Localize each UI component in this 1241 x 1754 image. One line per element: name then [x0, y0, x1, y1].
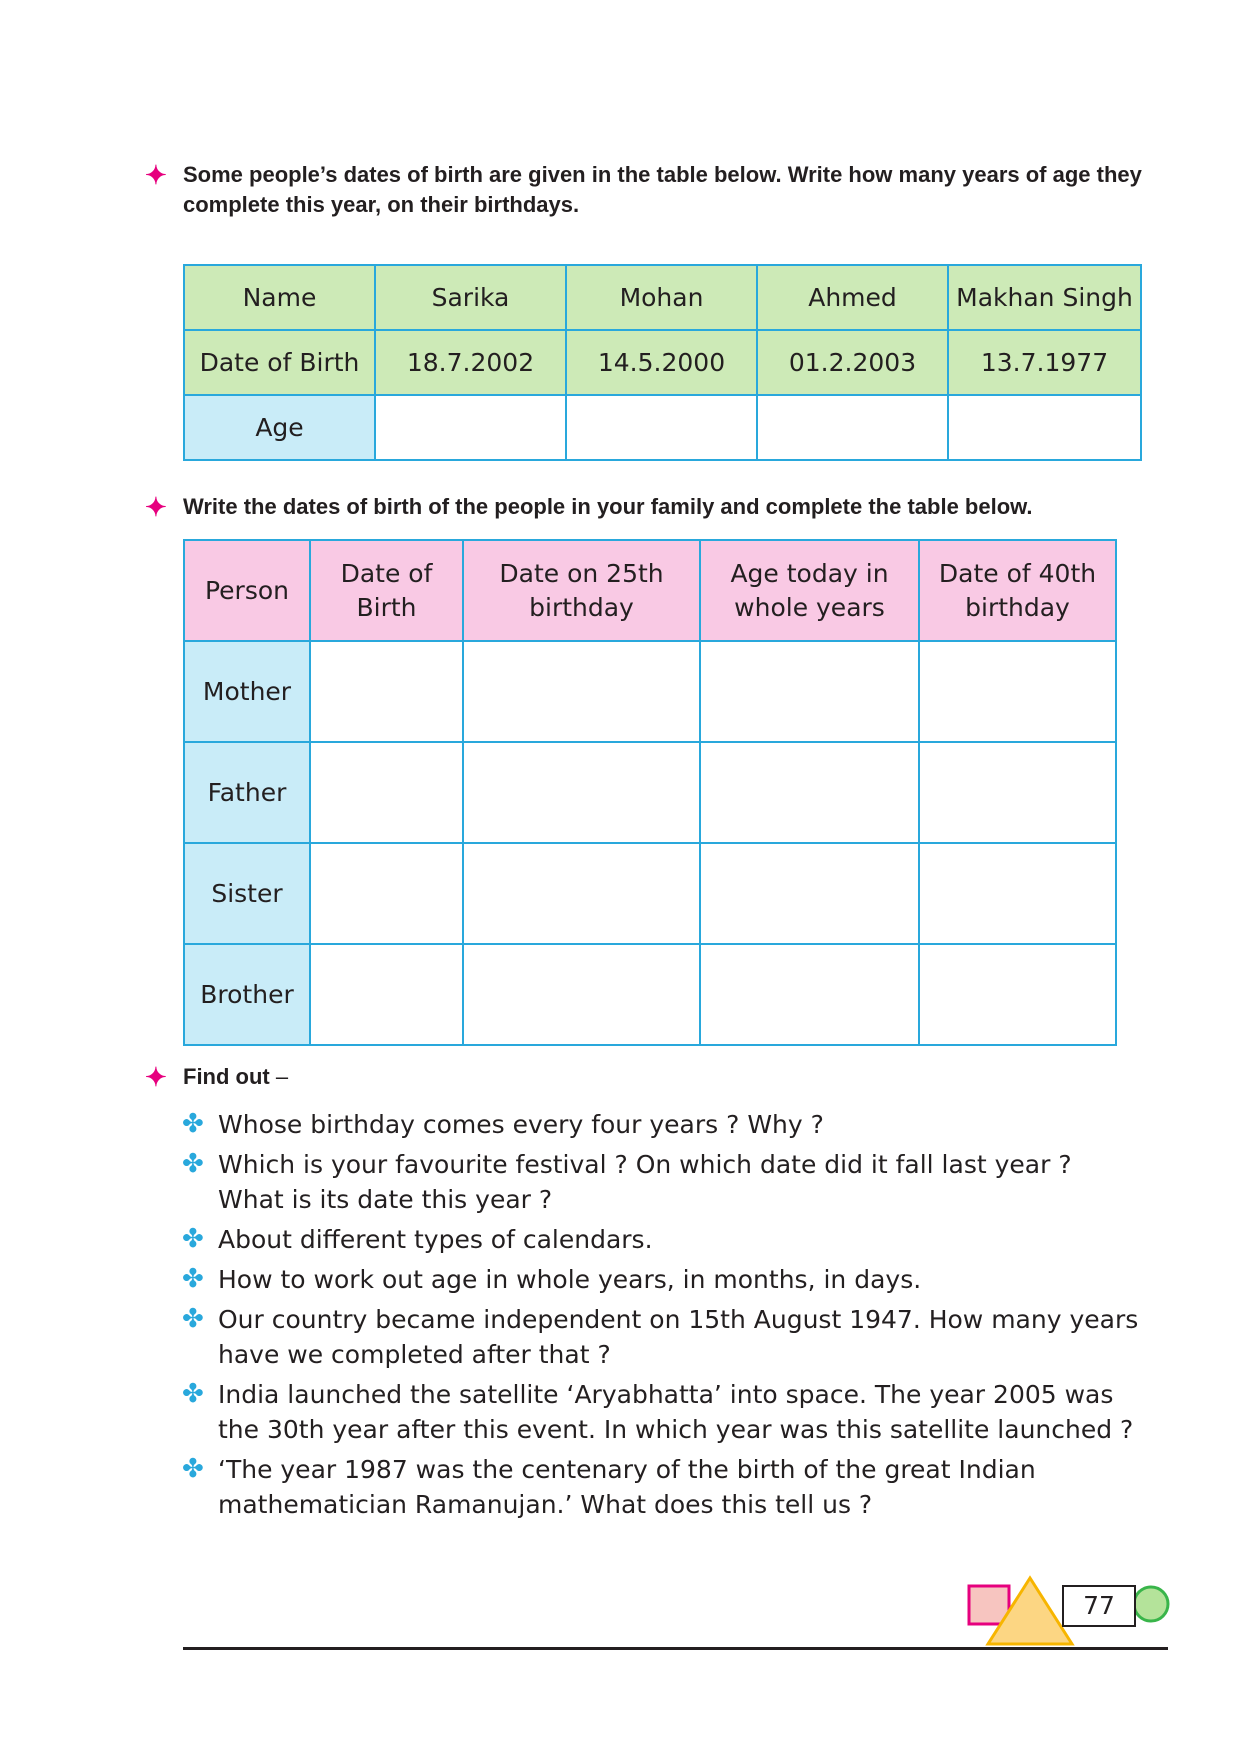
list-item [182, 1452, 1142, 1522]
table-row [184, 641, 1116, 742]
answer-cell[interactable] [919, 742, 1116, 843]
table-header-row [184, 540, 1116, 641]
list-item-text: ‘The year 1987 was the centenary of the birth of the great Indian mathematician Ramanujan.’ What does this tell us ? [218, 1455, 1036, 1519]
star-bullet-icon: ✦ [145, 160, 167, 190]
person-label: Sister [184, 843, 310, 944]
question-2-text: Write the dates of birth of the people in your family and complete the table below. [183, 494, 1033, 519]
flower-bullet-icon: ✤ [182, 1454, 204, 1484]
age-answer-cell[interactable] [757, 395, 948, 460]
dob-cell: 13.7.1977 [948, 330, 1141, 395]
star-bullet-icon: ✦ [145, 1062, 167, 1092]
table-row [184, 265, 1141, 330]
row-label-name: Name [184, 265, 375, 330]
list-item [182, 1222, 1142, 1257]
list-item-text: About different types of calendars. [218, 1225, 653, 1254]
answer-cell[interactable] [463, 742, 700, 843]
row-label-dob: Date of Birth [184, 330, 375, 395]
answer-cell[interactable] [463, 944, 700, 1045]
flower-bullet-icon: ✤ [182, 1264, 204, 1294]
question-2 [145, 492, 1145, 522]
dob-cell: 01.2.2003 [757, 330, 948, 395]
answer-cell[interactable] [310, 843, 463, 944]
list-item-text: Our country became independent on 15th August 1947. How many years have we completed after that ? [218, 1305, 1139, 1369]
list-item [182, 1147, 1142, 1217]
answer-cell[interactable] [310, 641, 463, 742]
family-table [183, 539, 1117, 1046]
answer-cell[interactable] [700, 944, 919, 1045]
find-out-label: Find out [183, 1064, 270, 1089]
green-circle-icon [1134, 1587, 1168, 1621]
list-item [182, 1377, 1142, 1447]
answer-cell[interactable] [463, 843, 700, 944]
answer-cell[interactable] [310, 742, 463, 843]
header-date-of-birth: Date of Birth [310, 540, 463, 641]
star-bullet-icon: ✦ [145, 492, 167, 522]
list-item [182, 1302, 1142, 1372]
age-answer-cell[interactable] [566, 395, 757, 460]
answer-cell[interactable] [700, 742, 919, 843]
age-answer-cell[interactable] [948, 395, 1141, 460]
name-cell: Makhan Singh [948, 265, 1141, 330]
find-out-list [182, 1107, 1142, 1527]
dob-cell: 14.5.2000 [566, 330, 757, 395]
answer-cell[interactable] [700, 641, 919, 742]
name-cell: Mohan [566, 265, 757, 330]
row-label-age: Age [184, 395, 375, 460]
flower-bullet-icon: ✤ [182, 1304, 204, 1334]
person-label: Father [184, 742, 310, 843]
find-out-dash: – [269, 1064, 289, 1089]
list-item-text: Which is your favourite festival ? On which date did it fall last year ? What is its date this year ? [218, 1150, 1072, 1214]
flower-bullet-icon: ✤ [182, 1149, 204, 1179]
page-number: 77 [1062, 1585, 1136, 1627]
question-1-text: Some people’s dates of birth are given in the table below. Write how many years of age they complete this year, on their birthdays. [183, 162, 1142, 217]
table-row [184, 944, 1116, 1045]
name-cell: Sarika [375, 265, 566, 330]
list-item-text: How to work out age in whole years, in months, in days. [218, 1265, 922, 1294]
list-item [182, 1107, 1142, 1142]
person-label: Mother [184, 641, 310, 742]
answer-cell[interactable] [700, 843, 919, 944]
flower-bullet-icon: ✤ [182, 1379, 204, 1409]
table-row [184, 742, 1116, 843]
question-3 [145, 1062, 1145, 1092]
header-age-today: Age today in whole years [700, 540, 919, 641]
header-25th-birthday: Date on 25th birthday [463, 540, 700, 641]
question-1 [145, 160, 1145, 220]
header-40th-birthday: Date of 40th birthday [919, 540, 1116, 641]
age-answer-cell[interactable] [375, 395, 566, 460]
flower-bullet-icon: ✤ [182, 1224, 204, 1254]
answer-cell[interactable] [919, 843, 1116, 944]
answer-cell[interactable] [310, 944, 463, 1045]
flower-bullet-icon: ✤ [182, 1109, 204, 1139]
list-item-text: India launched the satellite ‘Aryabhatta’ into space. The year 2005 was the 30th year after this event. In which year was this satellite launched ? [218, 1380, 1134, 1444]
list-item-text: Whose birthday comes every four years ? Why ? [218, 1110, 824, 1139]
table-row [184, 843, 1116, 944]
person-label: Brother [184, 944, 310, 1045]
answer-cell[interactable] [463, 641, 700, 742]
answer-cell[interactable] [919, 944, 1116, 1045]
dob-cell: 18.7.2002 [375, 330, 566, 395]
table-row [184, 395, 1141, 460]
answer-cell[interactable] [919, 641, 1116, 742]
name-cell: Ahmed [757, 265, 948, 330]
question-3-heading [183, 1062, 1145, 1092]
table-row [184, 330, 1141, 395]
footer-rule [183, 1647, 1168, 1650]
ages-table [183, 264, 1142, 461]
header-person: Person [184, 540, 310, 641]
list-item [182, 1262, 1142, 1297]
